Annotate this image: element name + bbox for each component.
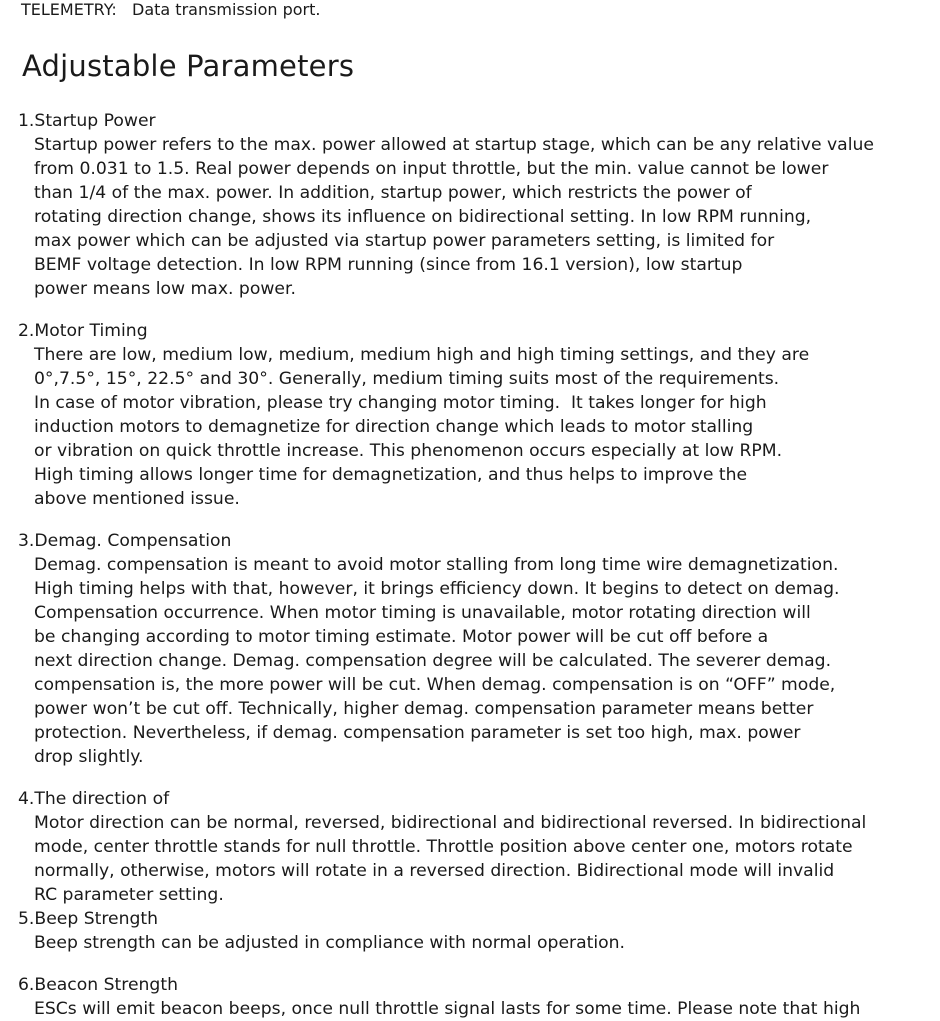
parameter-text-line: or vibration on quick throttle increase. This phenomenon occurs especially at low RPM.: [34, 441, 783, 461]
parameter-text-line: Demag. compensation is meant to avoid motor stalling from long time wire demagnetization.: [34, 555, 839, 575]
parameter-text-line: There are low, medium low, medium, medium high and high timing settings, and they are: [34, 345, 810, 365]
parameter-text-line: next direction change. Demag. compensation degree will be calculated. The severer demag.: [34, 651, 832, 671]
parameter-item-motor-timing: [18, 319, 918, 511]
parameter-text-line: High timing allows longer time for demagnetization, and thus helps to improve the: [34, 465, 748, 485]
parameter-text-line: mode, center throttle stands for null throttle. Throttle position above center one, motors rotate: [34, 837, 853, 857]
parameter-text-line: Startup power refers to the max. power allowed at startup stage, which can be any relative value: [34, 135, 874, 155]
parameter-text-line: power won’t be cut off. Technically, higher demag. compensation parameter means better: [34, 699, 814, 719]
parameter-text-line: max power which can be adjusted via startup power parameters setting, is limited for: [34, 231, 775, 251]
parameter-title: 4.The direction of: [18, 789, 170, 809]
parameter-text-line: protection. Nevertheless, if demag. compensation parameter is set too high, max. power: [34, 723, 801, 743]
parameter-text-line: power means low max. power.: [34, 279, 296, 299]
parameter-text-line: RC parameter setting.: [34, 885, 224, 905]
parameter-text-line: Motor direction can be normal, reversed, bidirectional and bidirectional reversed. In bidirectional: [34, 813, 867, 833]
parameter-item-startup-power: [18, 109, 918, 301]
parameter-text-line: compensation is, the more power will be cut. When demag. compensation is on “OFF” mode,: [34, 675, 836, 695]
parameter-text-line: induction motors to demagnetize for direction change which leads to motor stalling: [34, 417, 754, 437]
parameter-text-line: be changing according to motor timing estimate. Motor power will be cut off before a: [34, 627, 769, 647]
parameter-title: 2.Motor Timing: [18, 321, 148, 341]
parameter-text-line: Compensation occurrence. When motor timing is unavailable, motor rotating direction will: [34, 603, 811, 623]
parameter-list: [18, 109, 918, 1021]
parameter-item-beep-strength: [18, 907, 918, 955]
parameter-item-demag-compensation: [18, 529, 918, 769]
telemetry-label: TELEMETRY:: [21, 0, 117, 19]
parameter-text-line: Beep strength can be adjusted in compliance with normal operation.: [34, 933, 626, 953]
parameter-text-line: above mentioned issue.: [34, 489, 240, 509]
parameter-text-line: drop slightly.: [34, 747, 144, 767]
telemetry-text: Data transmission port.: [132, 0, 321, 19]
parameter-item-direction: [18, 787, 918, 907]
parameter-item-beacon-strength: [18, 973, 918, 1021]
parameter-text-line: 0°,7.5°, 15°, 22.5° and 30°. Generally, medium timing suits most of the requirements.: [34, 369, 780, 389]
parameter-text-line: BEMF voltage detection. In low RPM running (since from 16.1 version), low startup: [34, 255, 743, 275]
telemetry-line: [21, 0, 320, 22]
parameter-title: 6.Beacon Strength: [18, 975, 178, 995]
parameter-title: 5.Beep Strength: [18, 909, 159, 929]
parameter-title: 3.Demag. Compensation: [18, 531, 232, 551]
parameter-text-line: rotating direction change, shows its influence on bidirectional setting. In low RPM running,: [34, 207, 812, 227]
parameter-text-line: normally, otherwise, motors will rotate in a reversed direction. Bidirectional mode will invalid: [34, 861, 835, 881]
parameter-text-line: ESCs will emit beacon beeps, once null throttle signal lasts for some time. Please note that high: [34, 999, 861, 1019]
parameter-text-line: In case of motor vibration, please try changing motor timing. It takes longer for high: [34, 393, 767, 413]
parameter-text-line: High timing helps with that, however, it brings efficiency down. It begins to detect on demag.: [34, 579, 840, 599]
parameter-text-line: than 1/4 of the max. power. In addition, startup power, which restricts the power of: [34, 183, 752, 203]
parameter-text-line: from 0.031 to 1.5. Real power depends on input throttle, but the min. value cannot be lower: [34, 159, 829, 179]
section-heading: Adjustable Parameters: [22, 49, 355, 83]
parameter-title: 1.Startup Power: [18, 111, 156, 131]
